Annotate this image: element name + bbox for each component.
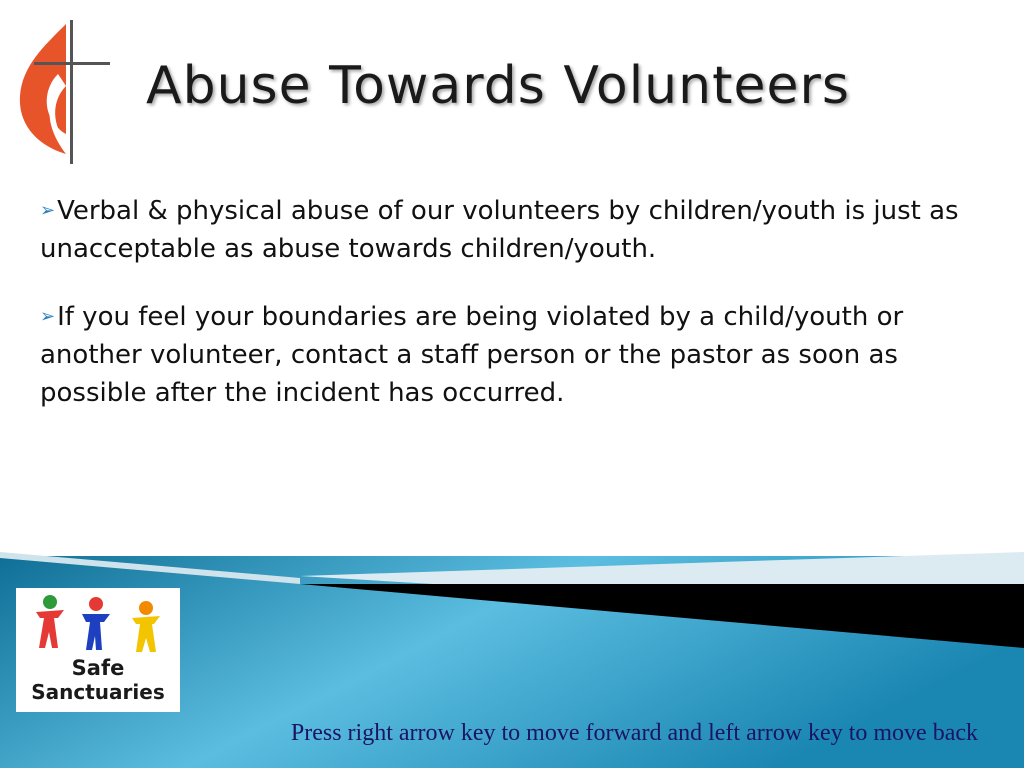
navigation-hint: Press right arrow key to move forward and left arrow key to move back — [290, 720, 978, 746]
bullet-text: Verbal & physical abuse of our volunteers by children/youth is just as unacceptable as abuse towards children/youth. — [40, 196, 959, 264]
arrow-bullet-icon: ➢ — [40, 200, 56, 221]
bullet-text: If you feel your boundaries are being violated by a child/youth or another volunteer, contact a staff person or the pastor as soon as possible after the incident has occurred. — [40, 302, 904, 408]
badge-line-safe: Safe — [71, 656, 125, 680]
bullet-item — [40, 298, 990, 412]
slide-title: Abuse Towards Volunteers — [146, 56, 850, 116]
arrow-bullet-icon: ➢ — [40, 306, 56, 327]
bullet-item — [40, 192, 990, 268]
badge-line-sanctuaries: Sanctuaries — [31, 680, 165, 704]
children-figures-icon — [24, 592, 174, 656]
bullet-list — [40, 192, 990, 442]
safe-sanctuaries-logo — [16, 588, 180, 712]
cross-and-flame-icon — [14, 16, 114, 166]
